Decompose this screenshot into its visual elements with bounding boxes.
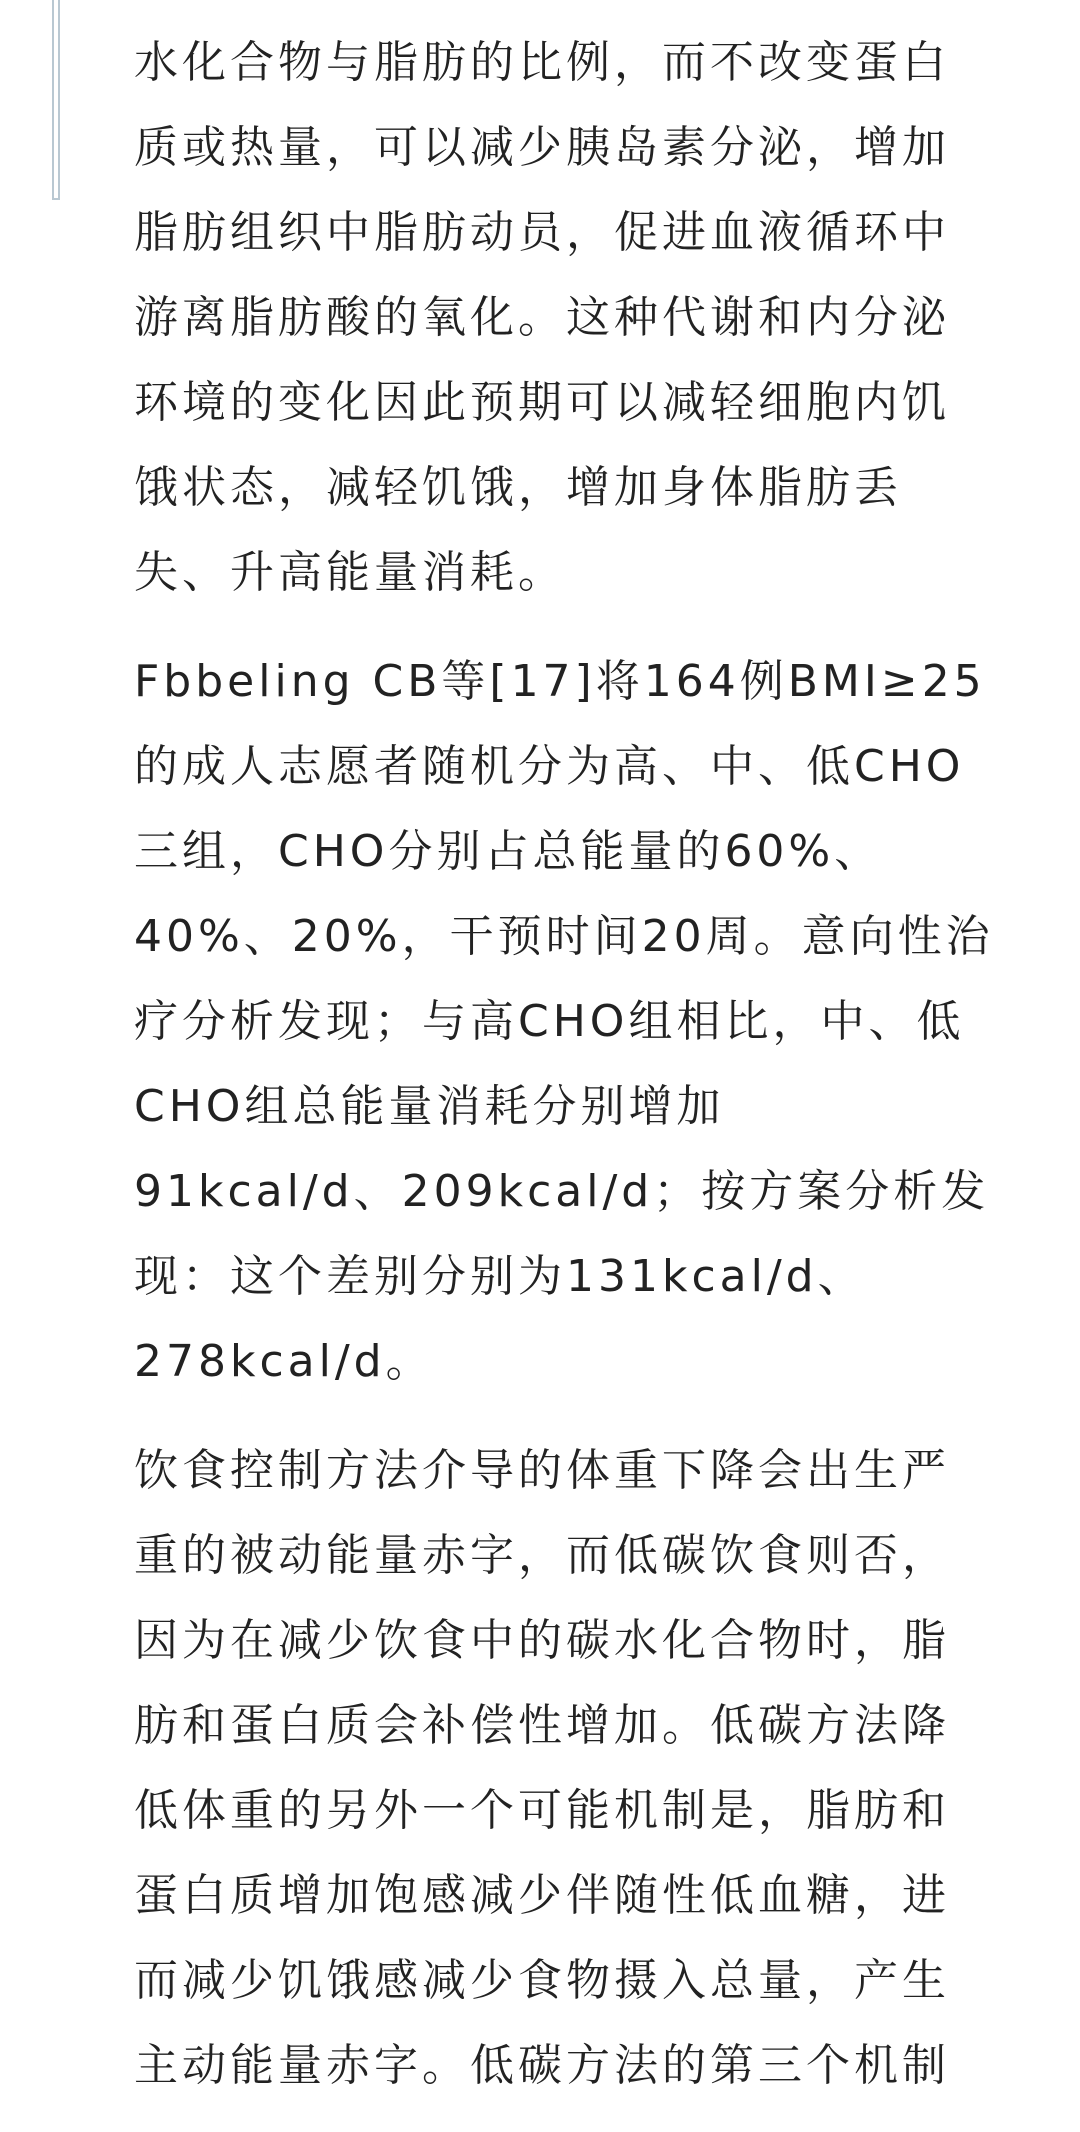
text-line: 蛋白质增加饱感减少伴随性低血糖，进	[134, 1870, 950, 1921]
text-line: 而减少饥饿感减少食物摄入总量，产生	[134, 1955, 950, 2006]
text-line: 失、升高能量消耗。	[134, 547, 566, 598]
text-line: 低体重的另外一个可能机制是，脂肪和	[134, 1785, 950, 1836]
article-body	[134, 20, 994, 2132]
paragraph-1	[134, 20, 994, 615]
text-line: 肪和蛋白质会补偿性增加。低碳方法降	[134, 1700, 950, 1751]
text-line: 40%、20%，干预时间20周。意向性治	[134, 911, 994, 962]
text-line: 游离脂肪酸的氧化。这种代谢和内分泌	[134, 292, 950, 343]
text-line: 因为在减少饮食中的碳水化合物时，脂	[134, 1615, 950, 1666]
text-line: Fbbeling CB等[17]将164例BMI≥25	[134, 656, 986, 707]
text-line: 脂肪组织中脂肪动员，促进血液循环中	[134, 207, 950, 258]
text-line: 疗分析发现；与高CHO组相比，中、低	[134, 996, 965, 1047]
paragraph-3	[134, 1428, 994, 2108]
text-line: CHO组总能量消耗分别增加	[134, 1081, 725, 1132]
text-line: 质或热量，可以减少胰岛素分泌，增加	[134, 122, 950, 173]
text-line: 278kcal/d。	[134, 1336, 434, 1387]
paragraph-2	[134, 639, 994, 1404]
text-line: 三组，CHO分别占总能量的60%、	[134, 826, 883, 877]
text-line: 现：这个差别分别为131kcal/d、	[134, 1251, 866, 1302]
text-line: 主动能量赤字。低碳方法的第三个机制	[134, 2040, 950, 2091]
text-line: 的成人志愿者随机分为高、中、低CHO	[134, 741, 965, 792]
text-line: 饿状态，减轻饥饿，增加身体脂肪丢	[134, 462, 902, 513]
quote-bar-decoration	[52, 0, 60, 200]
text-line: 水化合物与脂肪的比例，而不改变蛋白	[134, 37, 950, 88]
text-line: 91kcal/d、209kcal/d；按方案分析发	[134, 1166, 990, 1217]
text-line: 环境的变化因此预期可以减轻细胞内饥	[134, 377, 950, 428]
text-line: 重的被动能量赤字，而低碳饮食则否，	[134, 1530, 950, 1581]
text-line: 饮食控制方法介导的体重下降会出生严	[134, 1445, 950, 1496]
